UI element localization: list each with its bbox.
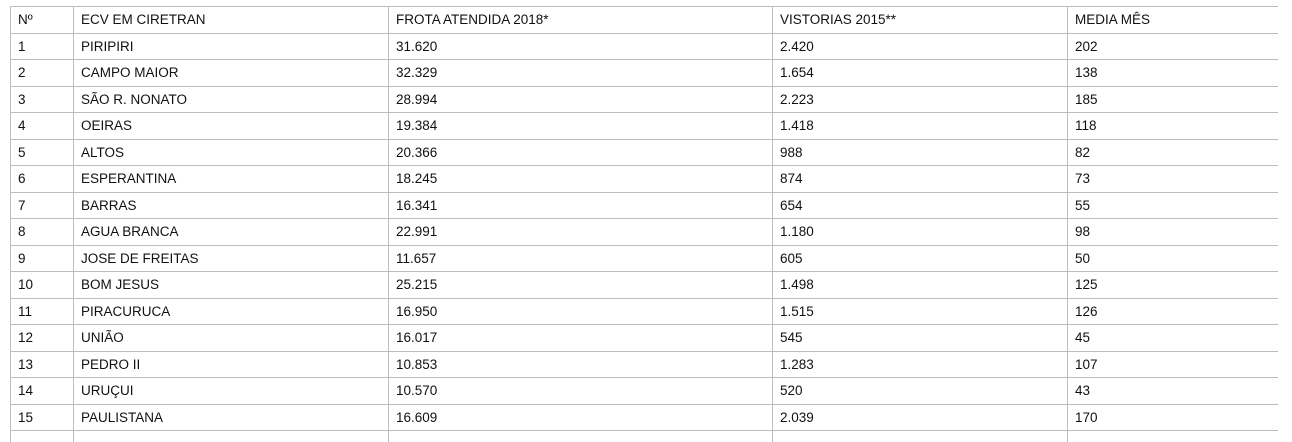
cell-media: 118: [1068, 113, 1279, 140]
table-row: [11, 298, 1279, 325]
cell-number: 12: [11, 325, 74, 352]
cell-media: 202: [1068, 33, 1279, 60]
cell-frota: 20.366: [389, 139, 773, 166]
cell-vistorias: 605: [773, 245, 1068, 272]
cell-media: 98: [1068, 219, 1279, 246]
table-row: [11, 219, 1279, 246]
table-row: [11, 378, 1279, 405]
cell-vistorias: 2.039: [773, 404, 1068, 431]
cell-vistorias: 520: [773, 378, 1068, 405]
cell-media: 45: [1068, 325, 1279, 352]
header-ecv-ciretran: ECV EM CIRETRAN: [74, 7, 389, 34]
table-row: [11, 192, 1279, 219]
cell-frota: 22.991: [389, 219, 773, 246]
cell-ecv-name: ESPERANTINA: [74, 166, 389, 193]
cell-media: 55: [1068, 192, 1279, 219]
cell-ecv-name: JOSE DE FREITAS: [74, 245, 389, 272]
cell-vistorias: 654: [773, 192, 1068, 219]
cell-media: 126: [1068, 298, 1279, 325]
table-row: [11, 325, 1279, 352]
cell-vistorias: [773, 431, 1068, 442]
cell-media: 73: [1068, 166, 1279, 193]
cell-vistorias: 2.223: [773, 86, 1068, 113]
table-row: [11, 431, 1279, 442]
cell-number: 13: [11, 351, 74, 378]
cell-number: 5: [11, 139, 74, 166]
cell-frota: 28.994: [389, 86, 773, 113]
cell-number: 7: [11, 192, 74, 219]
cell-frota: 16.950: [389, 298, 773, 325]
cell-media: 170: [1068, 404, 1279, 431]
cell-number: 10: [11, 272, 74, 299]
cell-vistorias: 545: [773, 325, 1068, 352]
table-row: [11, 351, 1279, 378]
cell-ecv-name: PEDRO II: [74, 351, 389, 378]
cell-ecv-name: AGUA BRANCA: [74, 219, 389, 246]
cell-frota: 18.245: [389, 166, 773, 193]
cell-ecv-name: PIRACURUCA: [74, 298, 389, 325]
table-header-row: [11, 7, 1279, 34]
cell-ecv-name: PAULISTANA: [74, 404, 389, 431]
cell-vistorias: 1.180: [773, 219, 1068, 246]
table-row: [11, 139, 1279, 166]
header-frota-atendida: FROTA ATENDIDA 2018*: [389, 7, 773, 34]
cell-number: 4: [11, 113, 74, 140]
cell-ecv-name: CAMPO MAIOR: [74, 60, 389, 87]
cell-vistorias: 1.283: [773, 351, 1068, 378]
table-row: [11, 166, 1279, 193]
cell-vistorias: 2.420: [773, 33, 1068, 60]
cell-frota: 11.657: [389, 245, 773, 272]
cell-media: 43: [1068, 378, 1279, 405]
cell-frota: 16.609: [389, 404, 773, 431]
table-row: [11, 86, 1279, 113]
cell-ecv-name: ALTOS: [74, 139, 389, 166]
cell-media: 125: [1068, 272, 1279, 299]
cell-ecv-name: SÃO R. NONATO: [74, 86, 389, 113]
cell-vistorias: 874: [773, 166, 1068, 193]
cell-ecv-name: UNIÃO: [74, 325, 389, 352]
ecv-ciretran-table: [10, 6, 1278, 442]
cell-frota: 16.017: [389, 325, 773, 352]
cell-number: 11: [11, 298, 74, 325]
table-container: [10, 6, 1278, 442]
cell-number: 15: [11, 404, 74, 431]
cell-vistorias: 1.654: [773, 60, 1068, 87]
cell-media: [1068, 431, 1279, 442]
cell-media: 82: [1068, 139, 1279, 166]
cell-number: 2: [11, 60, 74, 87]
cell-ecv-name: OEIRAS: [74, 113, 389, 140]
cell-frota: 32.329: [389, 60, 773, 87]
cell-vistorias: 1.515: [773, 298, 1068, 325]
header-vistorias: VISTORIAS 2015**: [773, 7, 1068, 34]
cell-ecv-name: PIRIPIRI: [74, 33, 389, 60]
cell-number: 14: [11, 378, 74, 405]
cell-ecv-name: BARRAS: [74, 192, 389, 219]
table-body: [11, 33, 1279, 442]
cell-frota: 10.570: [389, 378, 773, 405]
cell-vistorias: 988: [773, 139, 1068, 166]
cell-frota: 25.215: [389, 272, 773, 299]
header-media-mes: MEDIA MÊS: [1068, 7, 1279, 34]
cell-number: 9: [11, 245, 74, 272]
cell-frota: 31.620: [389, 33, 773, 60]
cell-frota: [389, 431, 773, 442]
cell-number: [11, 431, 74, 442]
cell-media: 107: [1068, 351, 1279, 378]
cell-number: 1: [11, 33, 74, 60]
cell-ecv-name: URUÇUI: [74, 378, 389, 405]
table-row: [11, 404, 1279, 431]
cell-number: 6: [11, 166, 74, 193]
cell-ecv-name: BOM JESUS: [74, 272, 389, 299]
cell-number: 3: [11, 86, 74, 113]
cell-media: 50: [1068, 245, 1279, 272]
cell-number: 8: [11, 219, 74, 246]
table-row: [11, 113, 1279, 140]
cell-vistorias: 1.498: [773, 272, 1068, 299]
cell-media: 185: [1068, 86, 1279, 113]
header-number: Nº: [11, 7, 74, 34]
table-row: [11, 33, 1279, 60]
cell-media: 138: [1068, 60, 1279, 87]
table-row: [11, 272, 1279, 299]
cell-vistorias: 1.418: [773, 113, 1068, 140]
cell-frota: 19.384: [389, 113, 773, 140]
table-row: [11, 60, 1279, 87]
cell-frota: 16.341: [389, 192, 773, 219]
table-row: [11, 245, 1279, 272]
cell-frota: 10.853: [389, 351, 773, 378]
cell-ecv-name: [74, 431, 389, 442]
